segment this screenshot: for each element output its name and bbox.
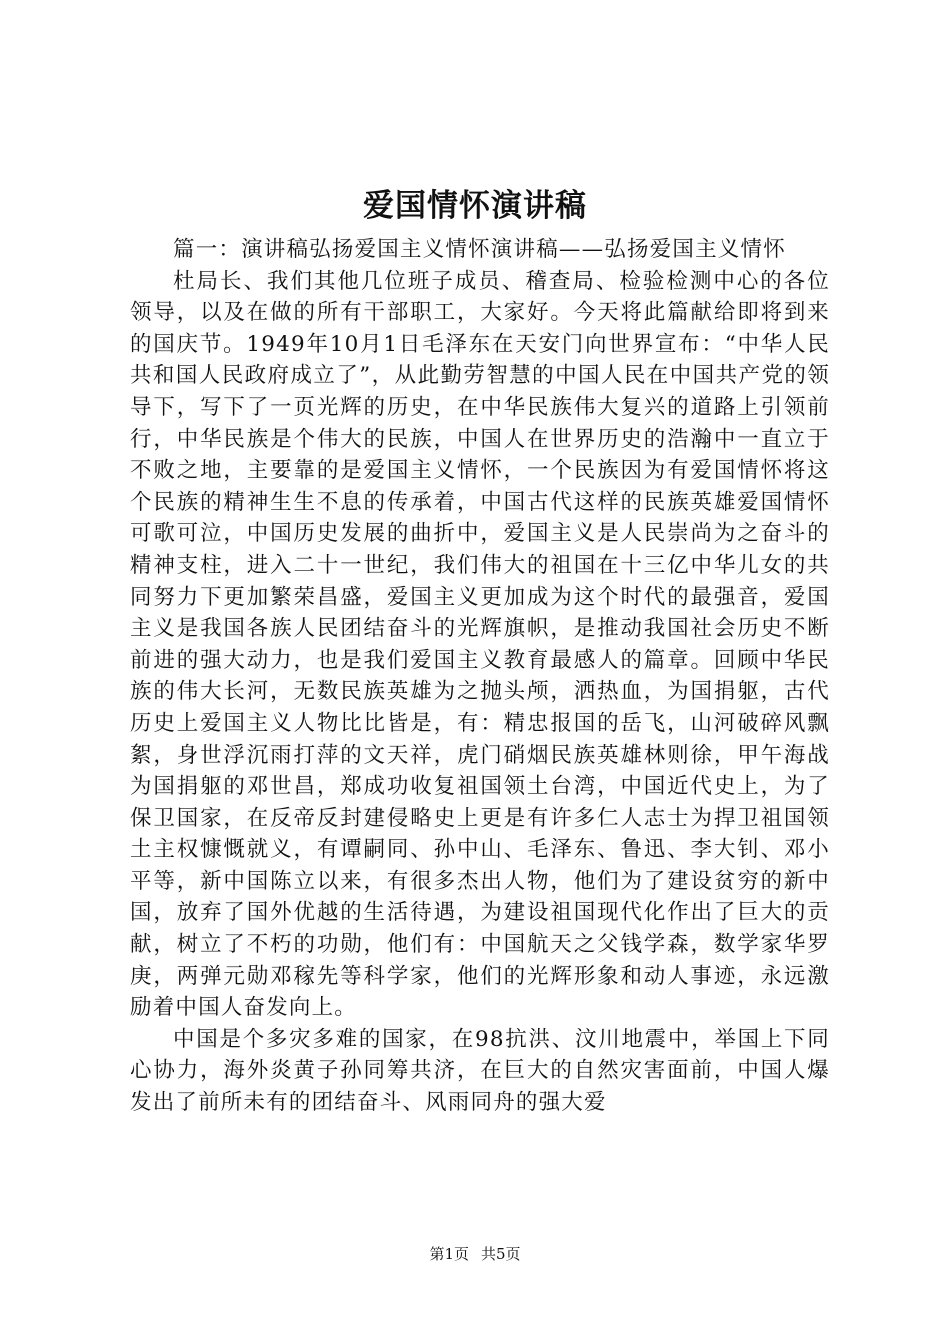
paragraph-disasters: 中国是个多灾多难的国家，在98抗洪、汶川地震中，举国上下同心协力，海外炎黄子孙同筹共济，在巨大的自然灾害面前，中国人爆发出了前所未有的团结奋斗、风雨同舟的强大爱 — [130, 1026, 830, 1116]
page-number: 第1页 — [429, 1245, 469, 1263]
paragraph-heading: 篇一：演讲稿弘扬爱国主义情怀演讲稿——弘扬爱国主义情怀 — [173, 237, 786, 262]
page-title: 爱国情怀演讲稿 — [363, 188, 587, 224]
page-total: 共5页 — [481, 1245, 521, 1263]
page-footer — [0, 1244, 950, 1264]
document-body — [130, 234, 830, 1119]
paragraph-speech-main: 杜局长、我们其他几位班子成员、稽查局、检验检测中心的各位领导，以及在做的所有干部职工，大家好。今天将此篇献给即将到来的国庆节。1949年10月1日毛泽东在天安门向世界宣布：“中华人民共和国人民政府成立了”，从此勤劳智慧的中国人民在中国共产党的领导下，写下了一页光辉的历史，在中华民族伟大复兴的道路上引领前行，中华民族是个伟大的民族，中国人在世界历史的浩瀚中一直立于不败之地，主要靠的是爱国主义情怀，一个民族因为有爱国情怀将这个民族的精神生生不息的传承着，中国古代这样的民族英雄爱国情怀可歌可泣，中国历史发展的曲折中，爱国主义是人民崇尚为之奋斗的精神支柱，进入二十一世纪，我们伟大的祖国在十三亿中华儿女的共同努力下更加繁荣昌盛，爱国主义更加成为这个时代的最强音，爱国主义是我国各族人民团结奋斗的光辉旗帜，是推动我国社会历史不断前进的强大动力，也是我们爱国主义教育最感人的篇章。回顾中华民族的伟大长河，无数民族英雄为之抛头颅，洒热血，为国捐躯，古代历史上爱国主义人物比比皆是，有：精忠报国的岳飞，山河破碎风飘絮，身世浮沉雨打萍的文天祥，虎门硝烟民族英雄林则徐，甲午海战为国捐躯的邓世昌，郑成功收复祖国领土台湾，中国近代史上，为了保卫国家，在反帝反封建侵略史上更是有许多仁人志士为捍卫祖国领土主权慷慨就义，有谭嗣同、孙中山、毛泽东、鲁迅、李大钊、邓小平等，新中国陈立以来，有很多杰出人物，他们为了建设贫穷的新中国，放弃了国外优越的生活待遇，为建设祖国现代化作出了巨大的贡献，树立了不朽的功勋，他们有：中国航天之父钱学森，数学家华罗庚，两弹元勋邓稼先等科学家，他们的光辉形象和动人事迹，永远激励着中国人奋发向上。 — [130, 268, 830, 1021]
